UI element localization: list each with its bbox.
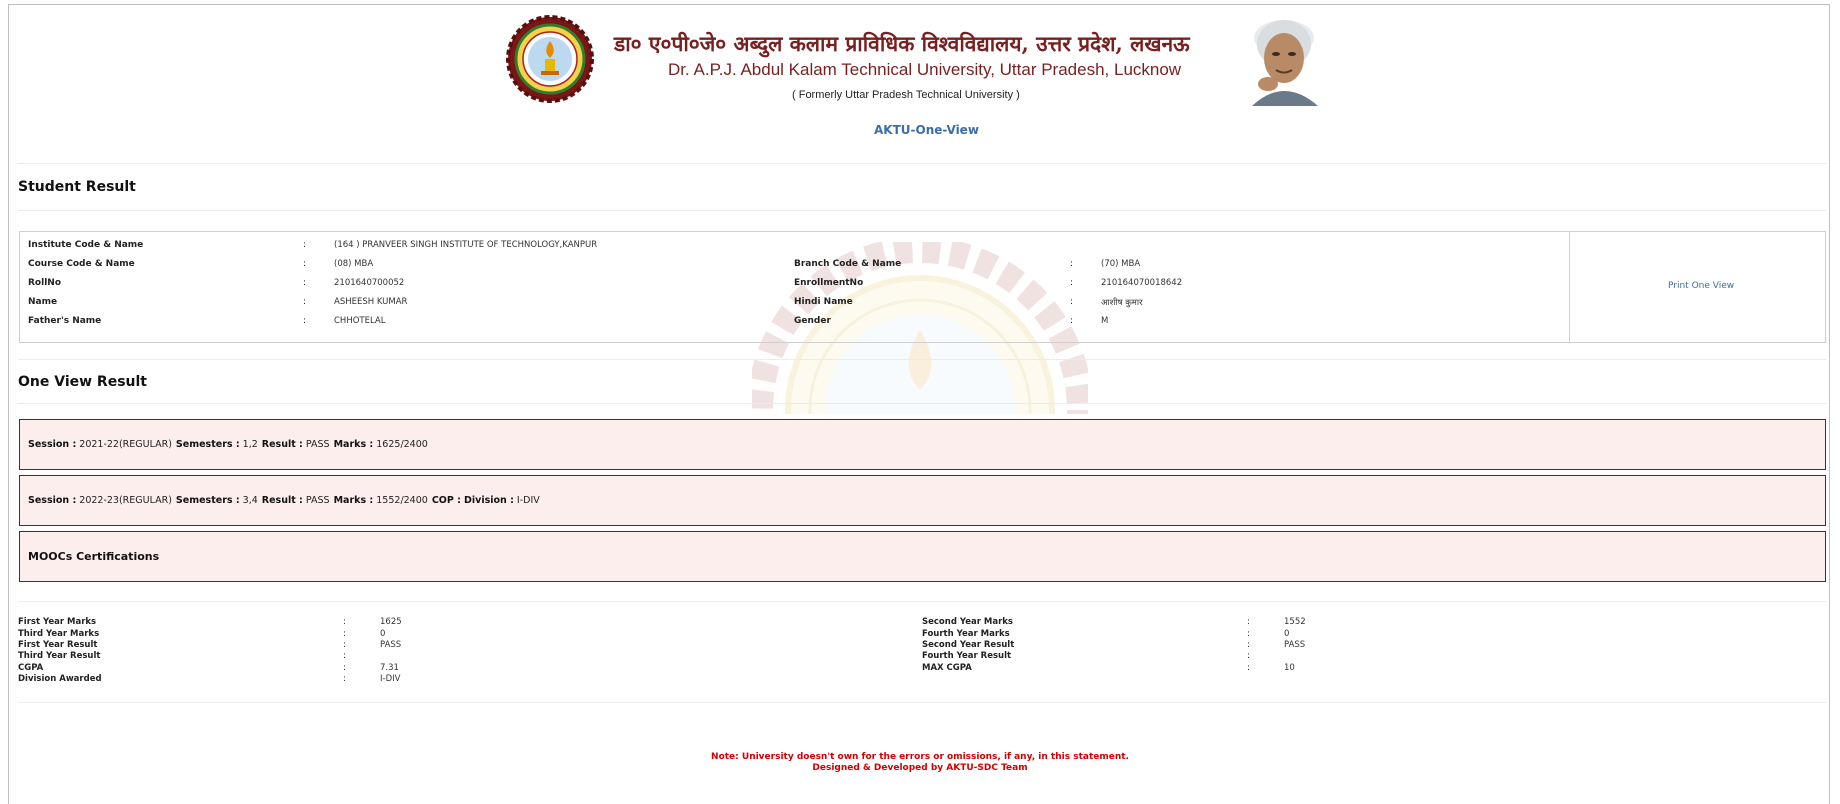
gender-label: Gender — [794, 316, 831, 326]
division-label: Division : — [463, 495, 514, 506]
cgpa-value: 7.31 — [380, 663, 399, 673]
second-year-result-value: PASS — [1284, 640, 1306, 650]
divider — [18, 702, 1826, 703]
colon: : — [343, 617, 346, 627]
father-name-label: Father's Name — [28, 316, 102, 326]
first-year-result-value: PASS — [380, 640, 402, 650]
university-seal-logo — [506, 15, 594, 103]
marks-value: 1625/2400 — [376, 439, 428, 450]
colon: : — [1070, 297, 1074, 307]
result-value: PASS — [305, 439, 330, 450]
colon: : — [343, 674, 346, 684]
fourth-year-result-label: Fourth Year Result — [922, 651, 1012, 661]
third-year-result-label: Third Year Result — [18, 651, 101, 661]
aktu-one-view-link[interactable]: AKTU-One-View — [874, 123, 979, 137]
student-info-panel — [19, 231, 1826, 343]
rollno-label: RollNo — [28, 278, 61, 288]
course-label: Course Code & Name — [28, 259, 135, 269]
max-cgpa-value: 10 — [1284, 663, 1295, 673]
divider — [18, 210, 1826, 211]
semesters-label: Semesters : — [175, 495, 240, 506]
colon: : — [343, 651, 346, 661]
institute-value: (164 ) PRANVEER SINGH INSTITUTE OF TECHNOLOGY,KANPUR — [334, 240, 598, 250]
division-value: I-DIV — [516, 495, 540, 506]
divider — [18, 601, 1826, 602]
divider — [18, 163, 1826, 164]
print-one-view-link[interactable]: Print One View — [1668, 281, 1735, 291]
session-value: 2022-23(REGULAR) — [79, 495, 172, 506]
session-label: Session : — [28, 439, 77, 450]
colon: : — [343, 663, 346, 673]
colon: : — [1070, 278, 1074, 288]
institute-label: Institute Code & Name — [28, 240, 144, 250]
divider — [18, 403, 1826, 404]
colon: : — [1247, 663, 1250, 673]
marks-label: Marks : — [333, 495, 374, 506]
moocs-title: MOOCs Certifications — [28, 550, 160, 563]
colon: : — [303, 297, 307, 307]
university-english-title: Dr. A.P.J. Abdul Kalam Technical University, Uttar Pradesh, Lucknow — [668, 60, 1182, 79]
third-year-marks-label: Third Year Marks — [18, 629, 100, 639]
max-cgpa-label: MAX CGPA — [922, 663, 972, 673]
colon: : — [1070, 259, 1074, 269]
rollno-value: 2101640700052 — [334, 278, 405, 288]
colon: : — [1070, 316, 1074, 326]
session-value: 2021-22(REGULAR) — [79, 439, 172, 450]
designed-by-credit: Designed & Developed by AKTU-SDC Team — [812, 763, 1028, 773]
second-year-marks-value: 1552 — [1284, 617, 1306, 627]
enrollment-value: 210164070018642 — [1101, 278, 1183, 288]
moocs-certifications-row[interactable] — [19, 531, 1826, 582]
gender-value: M — [1101, 316, 1109, 326]
colon: : — [303, 316, 307, 326]
divider — [18, 359, 1826, 360]
second-year-result-label: Second Year Result — [922, 640, 1015, 650]
hindi-name-label: Hindi Name — [794, 297, 853, 307]
kalam-portrait-image — [1238, 14, 1330, 106]
one-view-result-heading: One View Result — [18, 374, 147, 390]
father-name-value: CHHOTELAL — [334, 316, 386, 326]
colon: : — [303, 240, 307, 250]
second-year-marks-label: Second Year Marks — [922, 617, 1013, 627]
semesters-value: 1,2 — [242, 439, 258, 450]
semesters-label: Semesters : — [175, 439, 240, 450]
colon: : — [1247, 617, 1250, 627]
disclaimer-note: Note: University doesn't own for the errors or omissions, if any, in this statement. — [711, 752, 1129, 762]
first-year-marks-label: First Year Marks — [18, 617, 97, 627]
cgpa-label: CGPA — [18, 663, 44, 673]
colon: : — [1247, 629, 1250, 639]
result-label: Result : — [261, 439, 303, 450]
panel-divider — [1569, 232, 1570, 342]
third-year-marks-value: 0 — [380, 629, 386, 639]
colon: : — [303, 278, 307, 288]
division-awarded-label: Division Awarded — [18, 674, 102, 684]
course-value: (08) MBA — [334, 259, 374, 269]
session-label: Session : — [28, 495, 77, 506]
fourth-year-marks-value: 0 — [1284, 629, 1290, 639]
session-row-1 — [19, 419, 1826, 470]
result-value: PASS — [305, 495, 330, 506]
enrollment-label: EnrollmentNo — [794, 278, 864, 288]
first-year-result-label: First Year Result — [18, 640, 98, 650]
marks-value: 1552/2400 — [376, 495, 428, 506]
formerly-subtitle: ( Formerly Uttar Pradesh Technical University ) — [792, 89, 1020, 101]
first-year-marks-value: 1625 — [380, 617, 402, 627]
division-awarded-value: I-DIV — [380, 674, 401, 684]
name-label: Name — [28, 297, 58, 307]
cop-label: COP : — [431, 495, 461, 506]
result-label: Result : — [261, 495, 303, 506]
semesters-value: 3,4 — [242, 495, 258, 506]
colon: : — [1247, 640, 1250, 650]
student-result-heading: Student Result — [18, 179, 136, 195]
university-hindi-title: डा० ए०पी०जे० अब्दुल कलाम प्राविधिक विश्वविद्यालय, उत्तर प्रदेश, लखनऊ — [614, 31, 1190, 56]
fourth-year-marks-label: Fourth Year Marks — [922, 629, 1010, 639]
branch-label: Branch Code & Name — [794, 259, 902, 269]
name-value: ASHEESH KUMAR — [334, 297, 408, 307]
branch-value: (70) MBA — [1101, 259, 1141, 269]
session-row-2 — [19, 475, 1826, 526]
hindi-name-value: आशीष कुमार — [1101, 298, 1143, 308]
colon: : — [343, 640, 346, 650]
colon: : — [1247, 651, 1250, 661]
colon: : — [303, 259, 307, 269]
marks-label: Marks : — [333, 439, 374, 450]
colon: : — [343, 629, 346, 639]
